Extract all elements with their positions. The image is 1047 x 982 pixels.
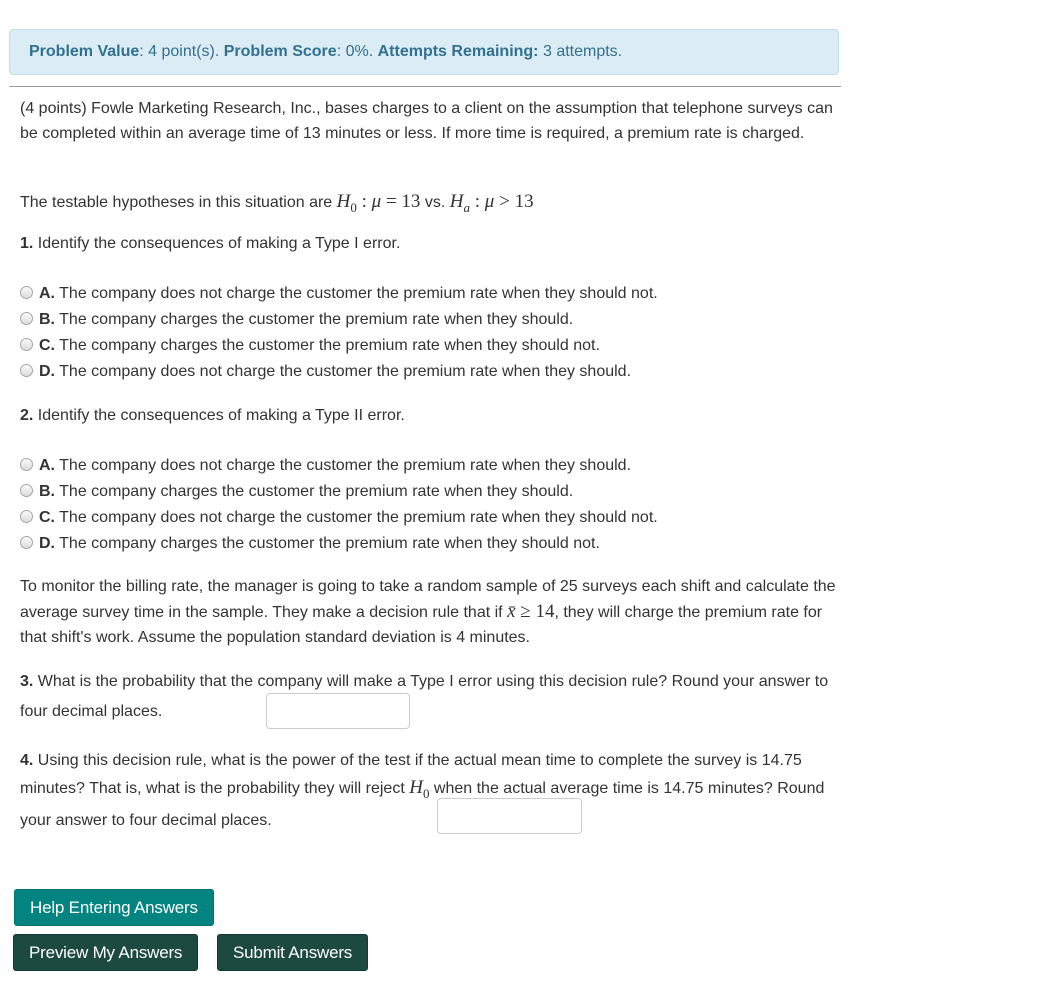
option-text: The company does not charge the customer the premium rate when they should. [59,457,632,474]
preview-answers-button[interactable]: Preview My Answers [13,934,198,971]
question-1-number: 1. [20,235,34,252]
question-2-text: Identify the consequences of making a Type II error. [37,407,405,424]
monitoring-paragraph [20,574,840,650]
radio-button[interactable] [20,286,33,299]
option-letter: C. [39,337,55,354]
question-1 [20,231,840,256]
q1-option-c[interactable] [20,333,600,359]
question-2 [20,403,840,428]
monitoring-text-1: To monitor the billing rate, the manager is going to take a random sample of 25 surveys each shift and calculate the average survey time in the sample. They make a decision rule that if [20,578,836,621]
question-4-text-2: when the actual average time is 14.75 minutes? Round your answer to four decimal places. [20,780,825,829]
radio-button[interactable] [20,536,33,549]
radio-button[interactable] [20,484,33,497]
question-4 [20,747,840,834]
radio-button[interactable] [20,510,33,523]
q2-option-a[interactable] [20,453,631,479]
q2-option-d[interactable] [20,531,600,557]
question-4-text-1: Using this decision rule, what is the power of the test if the actual mean time to complete the survey is 14.75 minutes? That is, what is the probability they will reject [20,752,802,797]
option-letter: C. [39,509,55,526]
alternative-hypothesis-value: 13 [514,191,534,212]
option-letter: A. [39,285,55,302]
divider [9,86,841,87]
question-3 [20,667,840,727]
null-hypothesis-symbol: $H_0$ [409,777,430,801]
option-text: The company does not charge the customer the premium rate when they should not. [59,285,658,302]
problem-value-label: Problem Value [29,43,140,60]
problem-info-bar: Problem Value: 4 point(s). Problem Score: 0%. Attempts Remaining: 3 attempts. [9,29,839,75]
q1-option-b[interactable] [20,307,573,333]
decision-rule: x̄ ≥ 14 [507,601,555,622]
option-letter: D. [39,535,55,552]
attempts-remaining: 3 attempts. [542,43,623,60]
decision-threshold: 14 [535,601,555,622]
help-entering-answers-button[interactable]: Help Entering Answers [14,889,214,926]
hypotheses-lead: The testable hypotheses in this situation are [20,194,333,211]
alternative-hypothesis: $H_a$ : μ > 13 [449,191,534,215]
problem-intro: (4 points) Fowle Marketing Research, Inc., bases charges to a client on the assumption that telephone surveys can be completed within an average time of 13 minutes or less. If more time is required, a premium rate is charged. [20,100,833,142]
option-letter: B. [39,311,55,328]
option-text: The company does not charge the customer the premium rate when they should. [59,363,632,380]
submit-answers-button[interactable]: Submit Answers [217,934,368,971]
question-2-number: 2. [20,407,34,424]
problem-value: 4 point(s). [148,43,220,60]
option-text: The company does not charge the customer the premium rate when they should not. [59,509,658,526]
radio-button[interactable] [20,458,33,471]
option-text: The company charges the customer the premium rate when they should not. [59,535,600,552]
question-3-number: 3. [20,673,34,690]
option-letter: B. [39,483,55,500]
question-3-answer-input[interactable] [266,693,410,729]
hypotheses-statement [20,189,840,220]
option-letter: D. [39,363,55,380]
q1-option-a[interactable] [20,281,658,307]
option-text: The company charges the customer the premium rate when they should. [59,311,574,328]
option-letter: A. [39,457,55,474]
question-4-number: 4. [20,752,34,769]
radio-button[interactable] [20,312,33,325]
q1-option-d[interactable] [20,359,631,385]
problem-score: 0%. [345,43,374,60]
null-hypothesis: $H_0$ : μ = 13 [336,191,421,215]
question-1-text: Identify the consequences of making a Type I error. [37,235,401,252]
problem-score-label: Problem Score [223,43,337,60]
option-text: The company charges the customer the premium rate when they should. [59,483,574,500]
q2-option-c[interactable] [20,505,658,531]
monitoring-text-2: , they will charge the premium rate for that shift's work. Assume the population standard deviation is 4 minutes. [20,604,823,646]
question-4-answer-input[interactable] [437,798,582,834]
null-hypothesis-value: 13 [401,191,421,212]
radio-button[interactable] [20,338,33,351]
hypotheses-vs: vs. [424,194,446,211]
attempts-remaining-label: Attempts Remaining: [377,43,539,60]
option-text: The company charges the customer the premium rate when they should not. [59,337,600,354]
q2-option-b[interactable] [20,479,573,505]
question-3-text: What is the probability that the company will make a Type I error using this decision rule? Round your answer to four decimal places. [20,673,829,720]
radio-button[interactable] [20,364,33,377]
